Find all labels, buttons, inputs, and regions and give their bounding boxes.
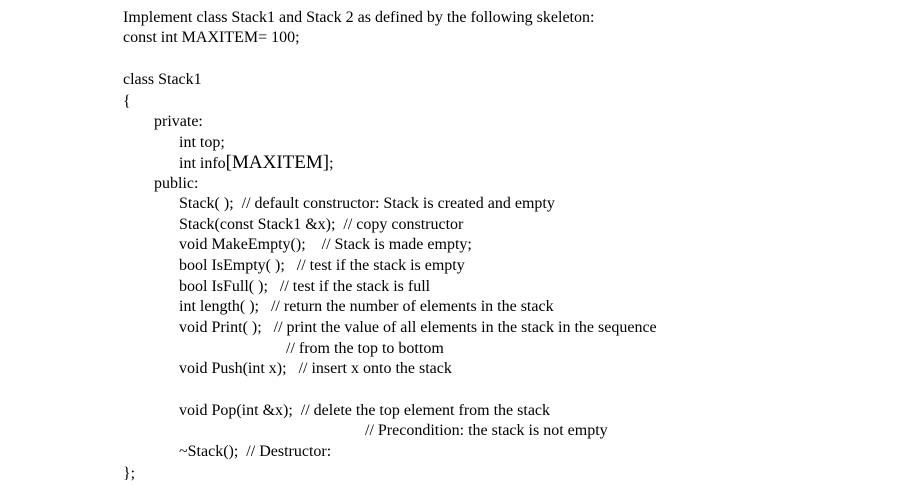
member-info-size: MAXITEM — [232, 152, 323, 173]
method-pop-precondition: // Precondition: the stack is not empty — [365, 422, 608, 439]
close-brace: }; — [123, 465, 136, 482]
public-label: public: — [154, 175, 199, 192]
method-destructor: ~Stack(); // Destructor: — [179, 443, 332, 460]
member-info-close-bracket: ] — [322, 152, 330, 173]
member-info-type: int info — [179, 155, 226, 172]
private-label: private: — [154, 113, 203, 130]
member-info — [179, 153, 334, 173]
method-make-empty: void MakeEmpty(); // Stack is made empty; — [179, 236, 472, 253]
open-brace: { — [123, 93, 131, 110]
method-copy-constructor: Stack(const Stack1 &x); // copy constructor — [179, 216, 464, 233]
method-pop: void Pop(int &x); // delete the top element from the stack — [179, 402, 551, 419]
member-info-semicolon: ; — [329, 155, 334, 172]
intro-line-1: Implement class Stack1 and Stack 2 as defined by the following skeleton: — [123, 9, 595, 26]
method-push: void Push(int x); // insert x onto the stack — [179, 360, 452, 377]
member-top: int top; — [179, 134, 225, 151]
method-is-full: bool IsFull( ); // test if the stack is full — [179, 278, 431, 295]
method-length: int length( ); // return the number of elements in the stack — [179, 298, 554, 315]
method-print: void Print( ); // print the value of all elements in the stack in the sequence — [179, 319, 657, 336]
class-header: class Stack1 — [123, 71, 202, 88]
intro-line-2: const int MAXITEM= 100; — [123, 29, 300, 46]
method-is-empty: bool IsEmpty( ); // test if the stack is empty — [179, 257, 465, 274]
method-default-constructor: Stack( ); // default constructor: Stack is created and empty — [179, 195, 555, 212]
member-info-open-bracket: [ — [225, 152, 232, 173]
method-print-comment-continued: // from the top to bottom — [286, 340, 444, 357]
